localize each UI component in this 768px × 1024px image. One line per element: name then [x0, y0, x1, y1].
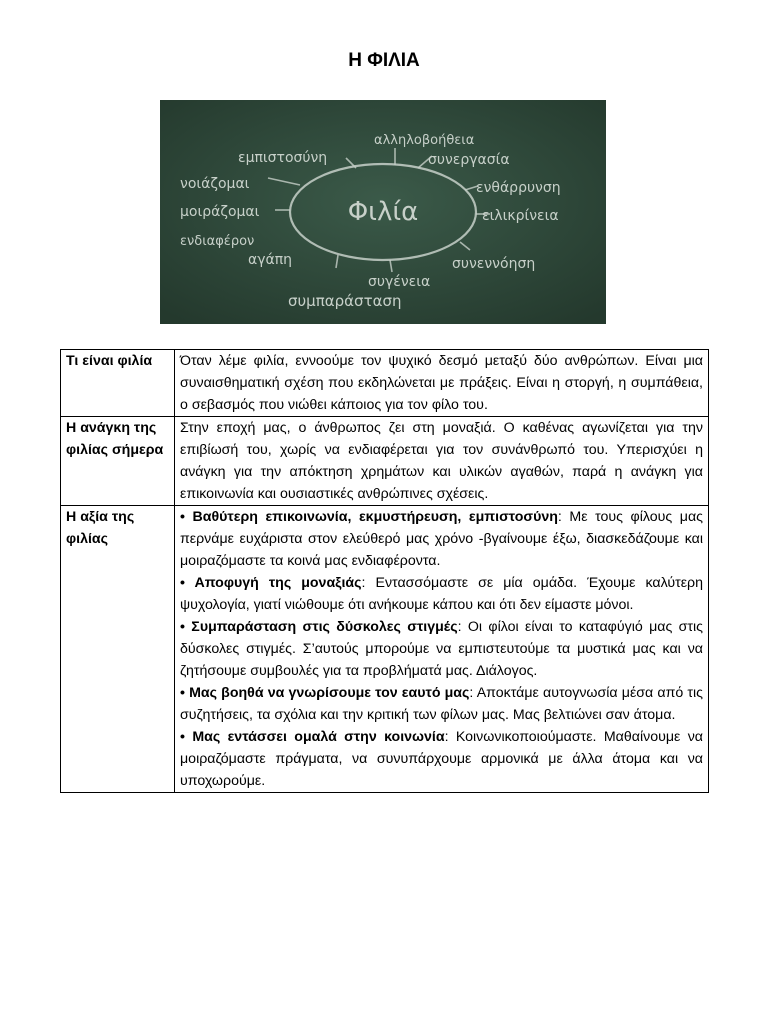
bullet-heading: • Βαθύτερη επικοινωνία, εκμυστήρευση, εμπιστοσύνη: [180, 509, 558, 525]
bullet-heading: • Συμπαράσταση στις δύσκολες στιγμές: [180, 619, 458, 635]
row-label: Η ανάγκη της φιλίας σήμερα: [61, 417, 175, 506]
board-word: εμπιστοσύνη: [238, 150, 328, 166]
board-word: αγάπη: [248, 252, 293, 268]
bullet-text: : Αποκτάμε αυτογνωσία μέσα από τις συζητήσεις, τα σχόλια και την κριτική των φίλων μας. Μας βελτιώνει σαν άτομα.: [180, 685, 703, 723]
bullet-text: : Με τους φίλους μας περνάμε ευχάριστα στον ελεύθερό μας χρόνο -βγαίνουμε έξω, διασκεδάζουμε και μοιραζόμαστε τα κοινά μας ενδιαφέροντα.: [180, 509, 703, 569]
bullet-text: : Κοινωνικοποιούμαστε. Μαθαίνουμε να μοιραζόμαστε πράγματα, να συνυπάρχουμε αρμονικά με άλλα άτομα και να υποχωρούμε.: [180, 729, 703, 789]
bullet-heading: • Μας βοηθά να γνωρίσουμε τον εαυτό μας: [180, 685, 470, 701]
board-word: συνεννόηση: [452, 256, 536, 272]
bullet-item: [180, 616, 703, 682]
bullet-heading: • Μας εντάσσει ομαλά στην κοινωνία: [180, 729, 445, 745]
bullet-text: : Οι φίλοι είναι το καταφύγιό μας στις δύσκολες στιγμές. Σ’αυτούς μπορούμε να εμπιστευτούμε τα μυστικά μας και να ζητήσουμε συμβουλές για τα προβλήματά μας. Διάλογος.: [180, 619, 703, 679]
board-word: συνεργασία: [428, 152, 510, 168]
page-title: Η ΦΙΛΙΑ: [348, 50, 420, 71]
table-row: [61, 506, 709, 793]
row-text: Όταν λέμε φιλία, εννοούμε τον ψυχικό δεσμό μεταξύ δύο ανθρώπων. Είναι μια συναισθηματική σχέση που εκδηλώνεται με πράξεις. Είναι η στοργή, η συμπάθεια, ο σεβασμός που νιώθει κάποιος για τον φίλο του.: [175, 350, 709, 417]
bullet-item: [180, 682, 703, 726]
bullet-item: [180, 726, 703, 792]
board-word: συμπαράσταση: [288, 292, 402, 310]
row-label: Τι είναι φιλία: [61, 350, 175, 417]
bullet-text: : Εντασσόμαστε σε μία ομάδα. Έχουμε καλύτερη ψυχολογία, γιατί νιώθουμε ότι ανήκουμε κάπου και ότι δεν είμαστε μόνοι.: [180, 575, 703, 613]
table-row: [61, 350, 709, 417]
table-row: [61, 417, 709, 506]
row-bullets: [175, 506, 709, 793]
friendship-table: [60, 349, 709, 793]
chalkboard-photo: [160, 100, 606, 324]
board-word: ενθάρρυνση: [476, 180, 561, 196]
board-word: συγένεια: [368, 274, 431, 290]
chalkboard-drawing: [160, 100, 606, 324]
bullet-item: [180, 506, 703, 572]
board-word: νοιάζομαι: [180, 176, 250, 192]
board-word: μοιράζομαι: [180, 204, 260, 220]
board-center-word: Φιλία: [347, 197, 419, 227]
board-word: ειλικρίνεια: [482, 208, 559, 224]
row-label: Η αξία της φιλίας: [61, 506, 175, 793]
bullet-item: [180, 572, 703, 616]
board-word: ενδιαφέρον: [180, 234, 255, 249]
bullet-heading: • Αποφυγή της μοναξιάς: [180, 575, 362, 591]
board-word: αλληλοβοήθεια: [374, 133, 475, 148]
row-text: Στην εποχή μας, ο άνθρωπος ζει στη μοναξιά. Ο καθένας αγωνίζεται για την επιβίωσή του, χωρίς να ενδιαφέρεται για τον συνάνθρωπό του. Υπερισχύει η ανάγκη για την απόκτηση χρημάτων και υλικών αγαθών, παρά η ανάγκη για επικοινωνία και ουσιαστικές ανθρώπινες σχέσεις.: [175, 417, 709, 506]
